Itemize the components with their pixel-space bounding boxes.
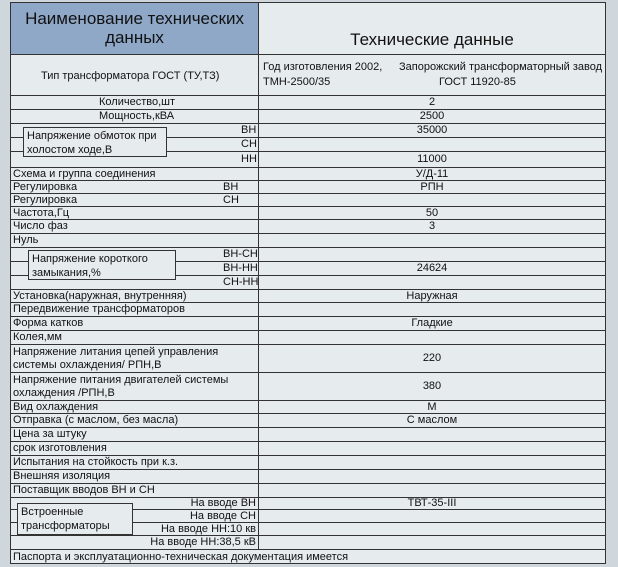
- movement-label: Передвижение трансформаторов: [13, 303, 185, 315]
- ct-label-box: [17, 503, 133, 535]
- row-freq: [11, 207, 605, 220]
- noload-nn: НН: [241, 153, 257, 165]
- spec-sheet: [10, 2, 606, 564]
- row-insulation: [11, 470, 605, 484]
- neutral-label: Нуль: [13, 234, 39, 246]
- row-price: [11, 428, 605, 442]
- sc-label-box: [28, 250, 176, 280]
- scheme-label: Схема и группа соединения: [13, 168, 156, 180]
- ctrl-voltage-line2: системы охлаждения/ РПН,В: [13, 359, 162, 371]
- reg-vn-tag: ВН: [223, 181, 239, 193]
- noload-sn: СН: [241, 138, 257, 150]
- wheels-value: Гладкие: [411, 317, 453, 329]
- row-motor-voltage: [11, 373, 605, 401]
- sc-sn-nn: СН-НН: [223, 276, 259, 288]
- row-power: [11, 110, 605, 124]
- freq-value: 50: [425, 207, 439, 219]
- scheme-value: У/Д-11: [415, 168, 449, 180]
- wheels-label: Форма катков: [13, 317, 84, 329]
- qty-label: Количество,шт: [99, 96, 175, 108]
- ct-label-line1: Встроенные: [21, 506, 84, 518]
- freq-label: Частота,Гц: [13, 207, 70, 219]
- row-type: [11, 55, 605, 96]
- phases-value: 3: [428, 220, 436, 232]
- row-supplier: [11, 484, 605, 498]
- reg-vn-label: Регулировка: [13, 181, 78, 193]
- qty-value: 2: [428, 96, 436, 108]
- price-label: Цена за штуку: [13, 428, 87, 440]
- motor-voltage-line2: охлаждения /РПН,В: [13, 387, 115, 399]
- row-reg-sn: [11, 194, 605, 207]
- phases-label: Число фаз: [13, 220, 68, 232]
- type-year: Год изготовления 2002,: [263, 61, 383, 73]
- header-left-line1: Наименование технических: [25, 9, 244, 28]
- ctrl-voltage-value: 220: [422, 352, 442, 364]
- row-test: [11, 456, 605, 470]
- ct-value: ТВТ-35-III: [407, 497, 457, 509]
- row-scheme: [11, 168, 605, 181]
- reg-sn-label: Регулировка: [13, 194, 78, 206]
- install-label: Установка(наружная, внутренняя): [13, 290, 187, 302]
- ct-nn10: На вводе НН:10 кв: [160, 523, 256, 535]
- row-footer: [11, 550, 605, 565]
- insulation-label: Внешняя изоляция: [13, 470, 111, 482]
- sc-value: 24624: [416, 262, 448, 274]
- row-cooling: [11, 401, 605, 414]
- noload-label-box: [23, 127, 167, 157]
- motor-voltage-line1: Напряжение питания двигателей системы: [13, 374, 229, 386]
- install-value: Наружная: [406, 290, 458, 302]
- type-plant: Запорожский трансформаторный завод: [399, 61, 603, 73]
- row-movement: [11, 303, 605, 317]
- sc-label-line2: замыкания,%: [32, 267, 101, 279]
- cooling-value: М: [427, 401, 437, 413]
- row-reg-vn: [11, 181, 605, 194]
- header-name-column: [11, 3, 259, 55]
- power-value: 2500: [419, 110, 445, 122]
- row-wheels: [11, 317, 605, 331]
- noload-vn-value: 35000: [416, 124, 448, 136]
- row-ct-nn38: [11, 536, 605, 550]
- row-shipping: [11, 414, 605, 428]
- cooling-label: Вид охлаждения: [13, 401, 99, 413]
- ct-sn: На вводе СН: [189, 510, 256, 522]
- header-data-column: Технические данные: [259, 3, 605, 55]
- ctrl-voltage-line1: Напряжение литания цепей управления: [13, 346, 219, 358]
- power-label: Мощность,кВА: [99, 110, 175, 122]
- row-qty: [11, 96, 605, 110]
- noload-label-line2: холостом ходе,В: [27, 144, 113, 156]
- reg-vn-value: РПН: [420, 181, 444, 193]
- sc-label-line1: Напряжение короткого: [32, 253, 148, 265]
- supplier-label: Поставщик вводов ВН и СН: [13, 484, 155, 496]
- row-ctrl-voltage: [11, 345, 605, 373]
- type-gost: ГОСТ 11920-85: [439, 76, 516, 88]
- ct-vn: На вводе ВН: [190, 497, 256, 509]
- row-phases: [11, 220, 605, 234]
- gauge-label: Колея,мм: [13, 331, 62, 343]
- type-model: ТМН-2500/35: [263, 76, 331, 88]
- footer-label: Паспорта и эксплуатационно-техническая документация имеется: [13, 551, 349, 563]
- row-term: [11, 442, 605, 456]
- row-install: [11, 290, 605, 303]
- reg-sn-tag: СН: [223, 194, 239, 206]
- header-left-line2: данных: [105, 28, 164, 47]
- sc-vn-sn: ВН-СН: [223, 248, 258, 260]
- ct-label-line2: трансформаторы: [21, 520, 110, 532]
- noload-nn-value: 11000: [417, 153, 447, 165]
- term-label: срок изготовления: [13, 442, 107, 454]
- shipping-label: Отправка (с маслом, без масла): [13, 414, 179, 426]
- sc-vn-nn: ВН-НН: [223, 262, 258, 274]
- ct-nn38: На вводе НН:38,5 кВ: [150, 536, 256, 548]
- shipping-value: С маслом: [406, 414, 458, 426]
- noload-vn: ВН: [241, 124, 257, 136]
- motor-voltage-value: 380: [422, 380, 442, 392]
- type-label: Тип трансформатора ГОСТ (ТУ,ТЗ): [41, 70, 220, 82]
- test-label: Испытания на стойкость при к.з.: [13, 456, 179, 468]
- row-gauge: [11, 331, 605, 345]
- noload-label-line1: Напряжение обмоток при: [27, 130, 157, 142]
- row-neutral: [11, 234, 605, 248]
